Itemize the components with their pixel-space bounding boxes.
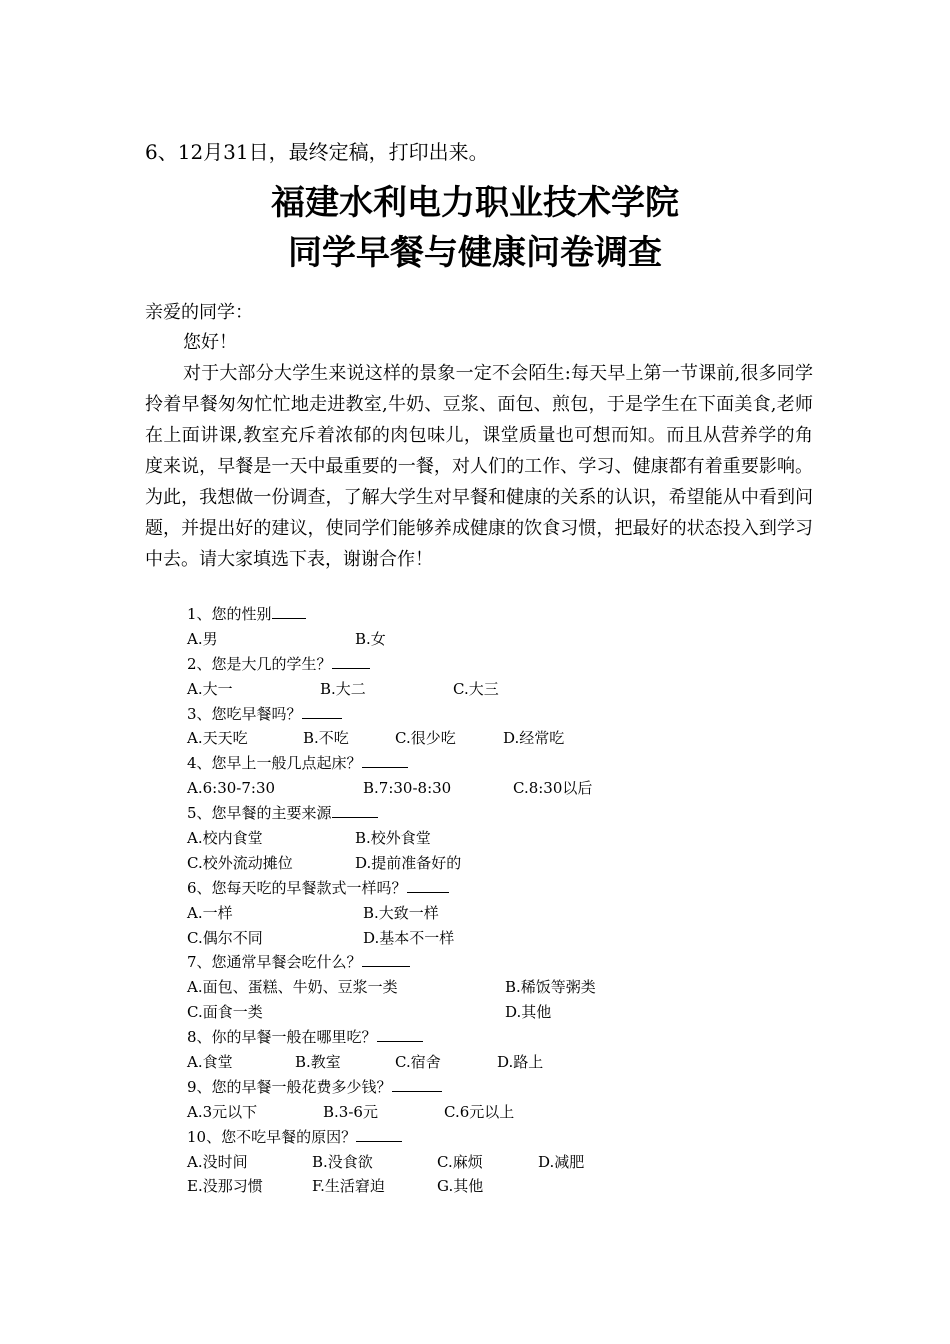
answer-option[interactable]: C.麻烦 [437, 1152, 483, 1171]
answer-option[interactable]: A.3元以下 [187, 1102, 258, 1121]
question-text: 1、您的性别 [187, 605, 272, 623]
answer-option[interactable]: C.校外流动摊位 [187, 853, 293, 872]
answer-option[interactable]: B.没食欲 [312, 1152, 373, 1171]
answer-option[interactable]: B.稀饭等粥类 [505, 978, 596, 997]
answer-option[interactable]: B.女 [355, 629, 386, 648]
question-9 [187, 1075, 827, 1100]
option-row [187, 1150, 827, 1175]
answer-blank[interactable] [362, 950, 410, 967]
answer-option[interactable]: B.7:30-8:30 [363, 779, 452, 798]
answer-option[interactable]: A.一样 [187, 903, 233, 922]
answer-blank[interactable] [362, 751, 408, 768]
answer-blank[interactable] [407, 876, 449, 893]
option-row [187, 901, 827, 926]
survey-questions [187, 602, 827, 1199]
question-5 [187, 801, 827, 826]
answer-option[interactable]: C.8:30以后 [513, 779, 593, 798]
option-row [187, 1050, 827, 1075]
answer-option[interactable]: C.大三 [453, 679, 499, 698]
question-text: 10、您不吃早餐的原因？ [187, 1127, 357, 1146]
question-text: 4、您早上一般几点起床？ [187, 754, 362, 773]
answer-option[interactable]: B.不吃 [303, 729, 349, 748]
answer-option[interactable]: B.校外食堂 [355, 829, 431, 848]
answer-option[interactable]: C.很少吃 [395, 729, 456, 748]
answer-option[interactable]: C.6元以上 [444, 1102, 515, 1121]
question-2 [187, 652, 827, 677]
question-4 [187, 751, 827, 776]
question-text: 6、您每天吃的早餐款式一样吗？ [187, 878, 407, 897]
answer-option[interactable]: A.校内食堂 [187, 829, 263, 848]
option-row [187, 975, 827, 1000]
question-8 [187, 1025, 827, 1050]
title-survey: 同学早餐与健康问卷调查 [288, 233, 662, 273]
option-row [187, 1174, 827, 1199]
answer-option[interactable]: E.没那习惯 [187, 1177, 263, 1196]
option-row [187, 826, 827, 851]
answer-option[interactable]: A.天天吃 [187, 729, 248, 748]
step-note: 6、12月31日，最终定稿，打印出来。 [145, 140, 489, 164]
answer-option[interactable]: A.食堂 [187, 1053, 233, 1072]
answer-option[interactable]: A.大一 [187, 679, 233, 698]
answer-option[interactable]: A.男 [187, 629, 218, 648]
hello-line: 您好！ [183, 332, 237, 353]
answer-option[interactable]: B.教室 [295, 1053, 341, 1072]
answer-option[interactable]: D.减肥 [538, 1152, 585, 1171]
option-row [187, 851, 827, 876]
answer-option[interactable]: B.大致一样 [363, 903, 439, 922]
answer-option[interactable]: F.生活窘迫 [312, 1177, 385, 1196]
question-text: 3、您吃早餐吗？ [187, 704, 302, 723]
answer-option[interactable]: D.基本不一样 [363, 928, 455, 947]
option-row [187, 1100, 827, 1125]
answer-option[interactable]: G.其他 [437, 1177, 484, 1196]
question-text: 8、你的早餐一般在哪里吃？ [187, 1028, 377, 1047]
answer-option[interactable]: D.经常吃 [503, 729, 565, 748]
answer-blank[interactable] [377, 1025, 423, 1042]
intro-paragraph: 对于大部分大学生来说这样的景象一定不会陌生:每天早上第一节课前,很多同学拎着早餐匆匆忙忙地走进教室,牛奶、豆浆、面包、煎包，于是学生在下面美食,老师在上面讲课,教室充斥着浓郁的肉包味儿，课堂质量也可想而知。而且从营养学的角度来说，早餐是一天中最重要的一餐，对人们的工作、学习、健康都有着重要影响。为此，我想做一份调查，了解大学生对早餐和健康的关系的认识，希望能从中看到问题，并提出好的建议，使同学们能够养成健康的饮食习惯，把最好的状态投入到学习中去。请大家填选下表，谢谢合作！ [145, 363, 813, 570]
greeting: 亲爱的同学： [145, 302, 253, 323]
answer-option[interactable]: D.提前准备好的 [355, 853, 462, 872]
option-row [187, 1000, 827, 1025]
question-10 [187, 1125, 827, 1150]
answer-blank[interactable] [356, 1125, 402, 1142]
answer-option[interactable]: C.面食一类 [187, 1003, 263, 1022]
answer-blank[interactable] [272, 602, 306, 619]
question-1 [187, 602, 827, 627]
answer-option[interactable]: A.面包、蛋糕、牛奶、豆浆一类 [187, 978, 398, 997]
option-row [187, 677, 827, 702]
answer-option[interactable]: B.3-6元 [323, 1102, 378, 1121]
answer-blank[interactable] [332, 801, 378, 818]
question-text: 2、您是大几的学生？ [187, 654, 332, 673]
answer-blank[interactable] [332, 652, 370, 669]
question-text: 5、您早餐的主要来源 [187, 804, 332, 823]
option-row [187, 926, 827, 951]
answer-option[interactable]: B.大二 [320, 679, 366, 698]
answer-option[interactable]: C.宿舍 [395, 1053, 441, 1072]
answer-option[interactable]: D.路上 [497, 1053, 544, 1072]
answer-option[interactable]: C.偶尔不同 [187, 928, 263, 947]
answer-blank[interactable] [392, 1075, 442, 1092]
option-row [187, 627, 827, 652]
option-row [187, 776, 827, 801]
question-6 [187, 876, 827, 901]
answer-blank[interactable] [302, 702, 342, 719]
option-row [187, 726, 827, 751]
answer-option[interactable]: A.没时间 [187, 1152, 248, 1171]
answer-option[interactable]: A.6:30-7:30 [187, 779, 276, 798]
question-7 [187, 950, 827, 975]
question-text: 7、您通常早餐会吃什么？ [187, 953, 362, 972]
title-school: 福建水利电力职业技术学院 [271, 183, 679, 223]
question-text: 9、您的早餐一般花费多少钱？ [187, 1077, 392, 1096]
answer-option[interactable]: D.其他 [505, 1003, 552, 1022]
question-3 [187, 702, 827, 727]
